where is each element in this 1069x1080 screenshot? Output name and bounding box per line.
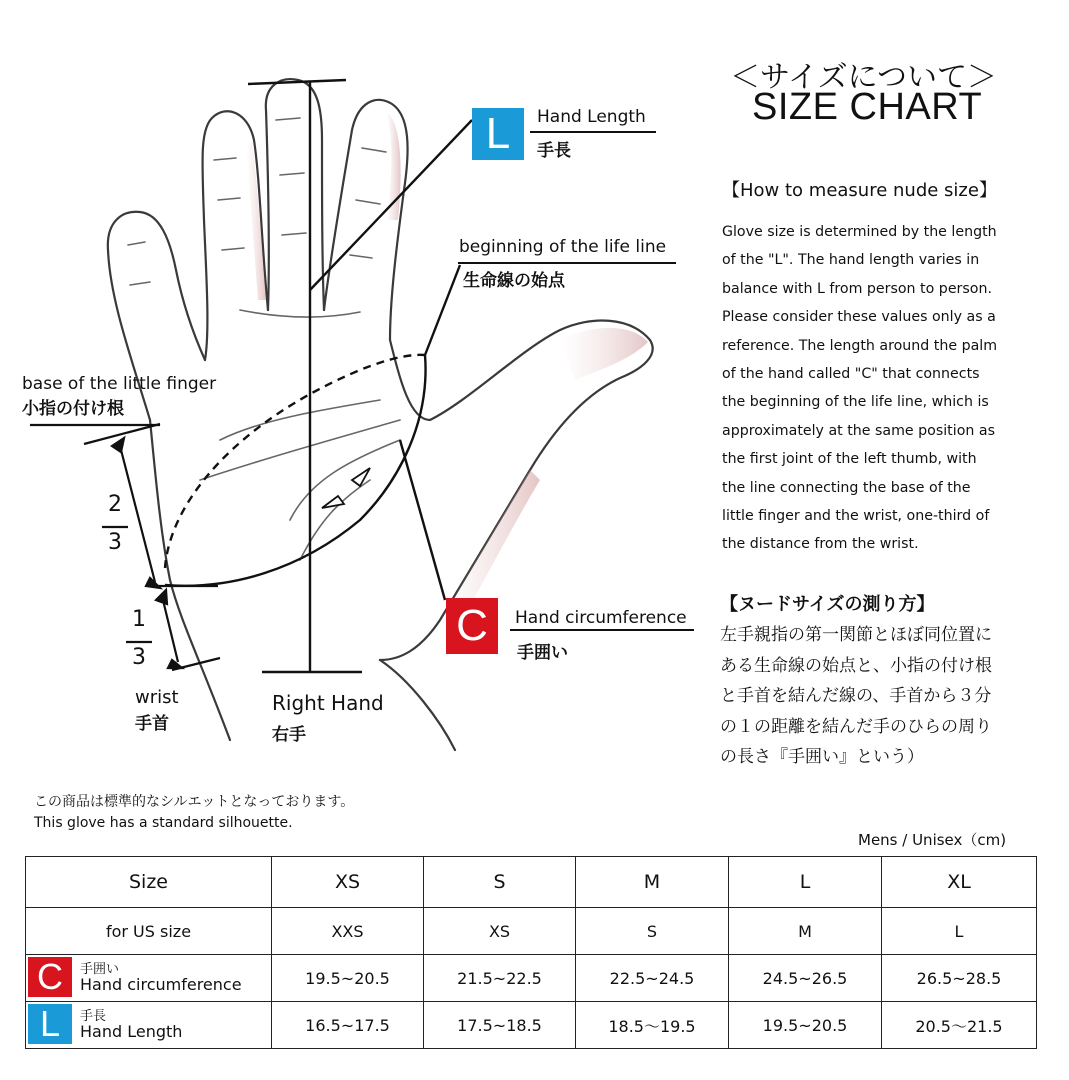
- howto-jp-line: の長さ『手囲い』という）: [720, 747, 924, 767]
- howto-line: of the hand called "C" that connects: [722, 366, 980, 383]
- note-jp: この商品は標準的なシルエットとなっております。: [34, 794, 355, 810]
- circumference-badge: C: [28, 957, 72, 997]
- howto-jp-text: [720, 620, 1040, 773]
- howto-line: Please consider these values only as a: [722, 309, 996, 326]
- table-cell: 21.5~22.5: [424, 955, 576, 1002]
- table-header-row: [26, 857, 1037, 908]
- table-cell: S: [576, 908, 729, 955]
- row-label-jp: 手長: [80, 1009, 107, 1024]
- hand-circumference-badge: C: [446, 598, 498, 654]
- howto-text: [722, 218, 1034, 559]
- table-row: [26, 1002, 1037, 1049]
- hand-shading: [246, 110, 648, 640]
- circumference-label: Hand circumference: [515, 608, 687, 628]
- lifeline-label-jp: 生命線の始点: [463, 271, 565, 291]
- howto-jp-heading: 【ヌードサイズの測り方】: [720, 594, 935, 615]
- row-header-length: [26, 1002, 272, 1049]
- howto-line: Glove size is determined by the length: [722, 224, 997, 240]
- table-header-cell: Size: [26, 857, 272, 908]
- finger-wrist-measure: [30, 424, 220, 670]
- fraction-two-thirds-den: 3: [108, 530, 122, 555]
- table-cell: for US size: [26, 908, 272, 955]
- hand-circumference-loop: [165, 265, 460, 600]
- table-header-cell: S: [424, 857, 576, 908]
- little-finger-label-jp: 小指の付け根: [22, 399, 124, 419]
- unit-label: Mens / Unisex（cm): [858, 831, 1007, 849]
- howto-line: the distance from the wrist.: [722, 536, 919, 553]
- howto-jp-line: の１の距離を結んだ手のひらの周り: [720, 716, 992, 737]
- table-cell: 19.5~20.5: [272, 955, 424, 1002]
- table-header-cell: L: [729, 857, 882, 908]
- howto-line: little finger and the wrist, one-third of: [722, 508, 990, 525]
- table-row: [26, 908, 1037, 955]
- hand-outline: [108, 79, 653, 750]
- table-cell: 17.5~18.5: [424, 1002, 576, 1049]
- fraction-one-third-num: 1: [132, 607, 146, 632]
- row-header-circumference: [26, 955, 272, 1002]
- table-cell: XXS: [272, 908, 424, 955]
- length-badge: L: [28, 1004, 72, 1044]
- hand-length-label: Hand Length: [537, 107, 646, 127]
- hand-length-measure: [248, 80, 472, 672]
- table-cell: XS: [424, 908, 576, 955]
- note-en: This glove has a standard silhouette.: [34, 815, 293, 831]
- circumference-label-jp: 手囲い: [517, 643, 568, 663]
- hand-length-label-jp: 手長: [537, 141, 571, 161]
- right-hand-label: Right Hand: [272, 691, 384, 715]
- hand-length-badge: L: [472, 108, 524, 160]
- table-cell: 22.5~24.5: [576, 955, 729, 1002]
- wrist-label: wrist: [135, 687, 179, 708]
- circumference-arrows: [322, 468, 370, 508]
- table-cell: 16.5~17.5: [272, 1002, 424, 1049]
- table-header-cell: XS: [272, 857, 424, 908]
- lifeline-label: beginning of the life line: [459, 237, 667, 257]
- row-label-en: Hand Length: [80, 1022, 183, 1041]
- fraction-two-thirds-num: 2: [108, 492, 122, 517]
- table-cell: L: [882, 908, 1037, 955]
- palm-lines: [128, 118, 400, 560]
- howto-line: the beginning of the life line, which is: [722, 394, 989, 411]
- howto-jp-line: 左手親指の第一関節とほぼ同位置に: [720, 625, 992, 645]
- row-label-jp: 手囲い: [80, 962, 120, 977]
- howto-line: approximately at the same position as: [722, 422, 995, 439]
- table-cell: 26.5~28.5: [882, 955, 1037, 1002]
- little-finger-label: base of the little finger: [22, 374, 217, 394]
- table-row: [26, 955, 1037, 1002]
- table-header-cell: M: [576, 857, 729, 908]
- page-title: SIZE CHART: [752, 86, 983, 128]
- right-hand-label-jp: 右手: [272, 725, 306, 745]
- size-table: [25, 856, 1037, 1049]
- howto-line: of the "L". The hand length varies in: [722, 252, 980, 269]
- howto-line: the line connecting the base of the: [722, 479, 971, 496]
- table-cell: 19.5~20.5: [729, 1002, 882, 1049]
- howto-heading: 【How to measure nude size】: [722, 180, 997, 201]
- howto-jp-line: と手首を結んだ線の、手首から３分: [720, 686, 992, 706]
- howto-line: balance with L from person to person.: [722, 280, 992, 297]
- wrist-label-jp: 手首: [135, 714, 169, 734]
- table-header-cell: XL: [882, 857, 1037, 908]
- table-cell: 20.5〜21.5: [882, 1002, 1037, 1049]
- howto-line: the first joint of the left thumb, with: [722, 451, 977, 468]
- fraction-one-third-den: 3: [132, 645, 146, 670]
- table-cell: 18.5〜19.5: [576, 1002, 729, 1049]
- howto-jp-line: ある生命線の始点と、小指の付け根: [720, 655, 992, 676]
- howto-line: reference. The length around the palm: [722, 337, 998, 354]
- title-jp: ＜サイズについて＞: [730, 60, 997, 95]
- table-cell: 24.5~26.5: [729, 955, 882, 1002]
- row-label-en: Hand circumference: [80, 975, 242, 994]
- table-cell: M: [729, 908, 882, 955]
